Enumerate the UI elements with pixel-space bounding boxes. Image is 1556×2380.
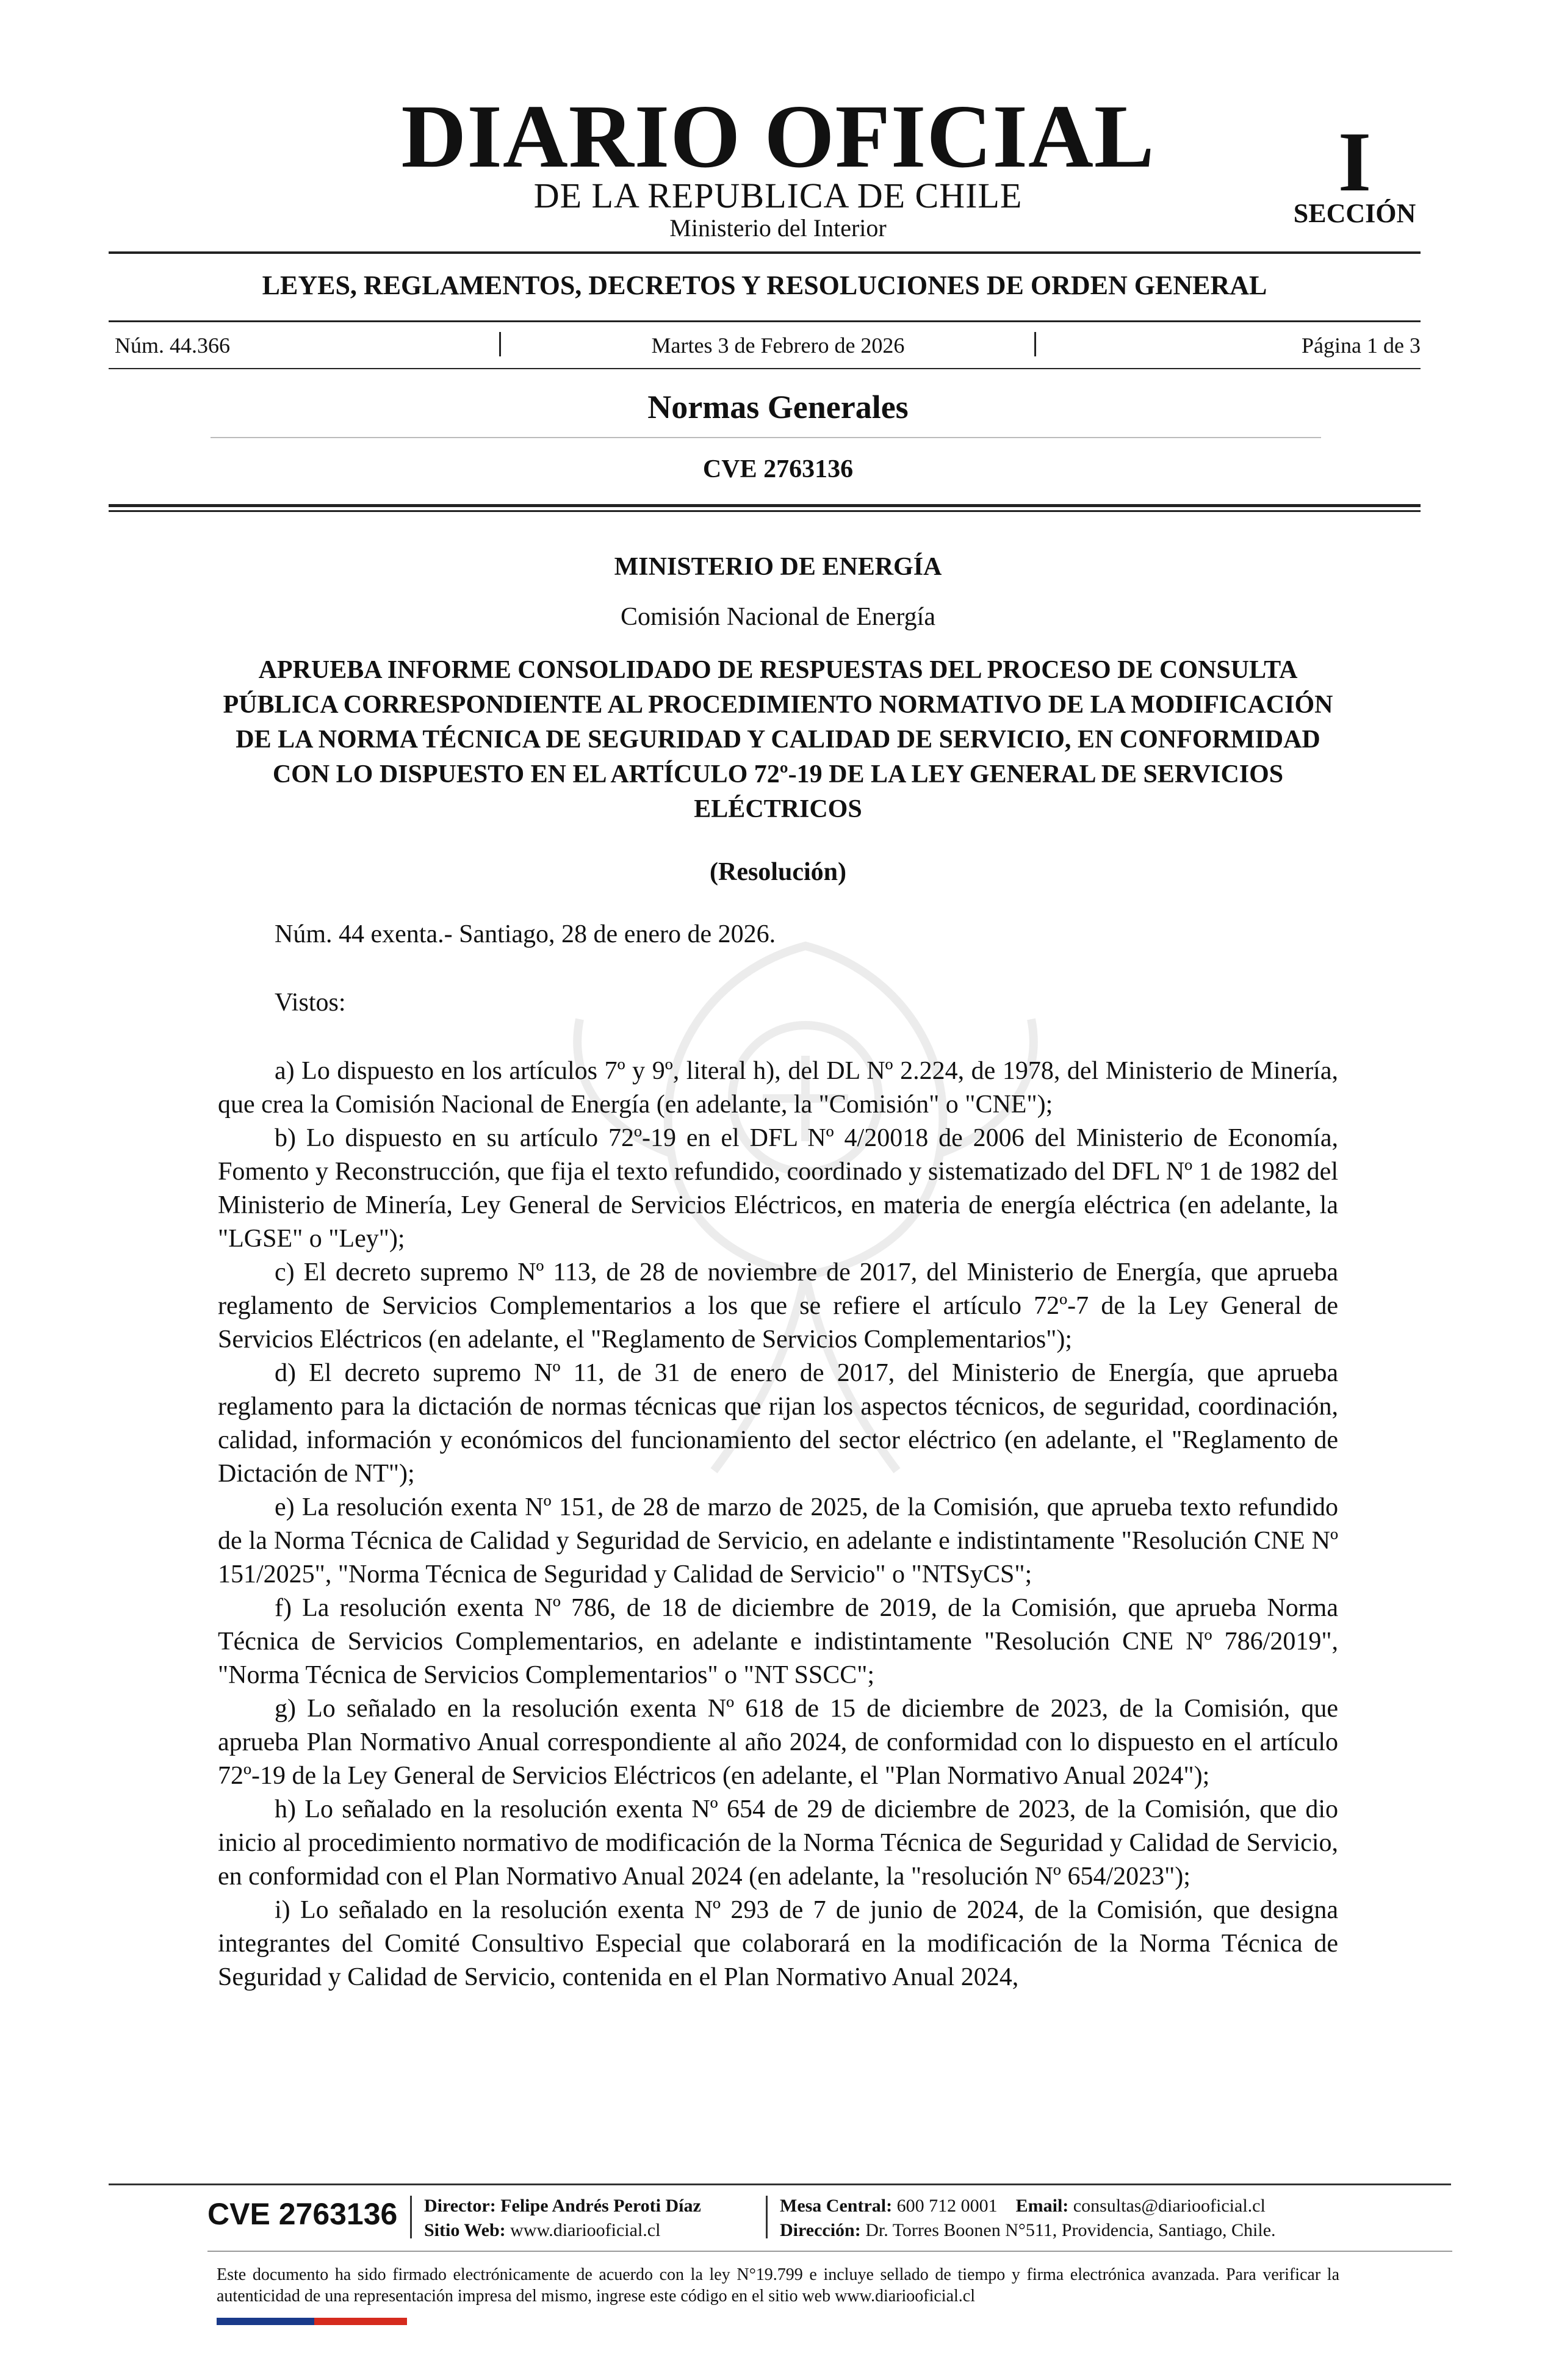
paragraph-g: g) Lo señalado en la resolución exenta Nº 618 de 15 de diciembre de 2023, de la Comisión, que aprueba Plan Normativo Anual correspondiente al año 2024, de conformidad con lo dispuesto en el artículo 72º-19 de la Ley General de Servicios Eléctricos (en adelante, el "Plan Normativo Anual 2024"); — [218, 1695, 1338, 1790]
issue-number: Núm. 44.366 — [115, 333, 230, 358]
paragraph-c: c) El decreto supremo Nº 113, de 28 de noviembre de 2017, del Ministerio de Energía, que aprueba reglamento de Servicios Complementarios a los que se refiere el artículo 72º-7 de la Ley General de Servicios Eléctricos (en adelante, el "Reglamento de Servicios Complementarios"); — [218, 1258, 1338, 1354]
masthead-title: DIARIO OFICIAL — [401, 87, 1155, 187]
document-title: APRUEBA INFORME CONSOLIDADO DE RESPUESTAS DEL PROCESO DE CONSULTA PÚBLICA CORRESPONDIENTE AL PROCEDIMIENTO NORMATIVO DE LA MODIFICACIÓN DE LA NORMA TÉCNICA DE SEGURIDAD Y CALIDAD DE SERVICIO, EN CONFORMIDAD CON LO DISPUESTO EN EL ARTÍCULO 72º-19 DE LA LEY GENERAL DE SERVICIOS ELÉCTRICOS — [223, 656, 1333, 823]
paragraph-d: d) El decreto supremo Nº 11, de 31 de enero de 2017, del Ministerio de Energía, que aprueba reglamento para la dictación de normas técnicas que rijan los aspectos técnicos, de seguridad, coordinación, calidad, información y económicos del funcionamiento del sector eléctrico (en adelante, el "Reglamento de Dictación de NT"); — [218, 1359, 1338, 1488]
vistos-heading: Vistos: — [275, 989, 346, 1017]
separator — [766, 2196, 768, 2238]
separator — [410, 2196, 412, 2238]
page-indicator: Página 1 de 3 — [1302, 333, 1421, 358]
document-body — [218, 1055, 1338, 1994]
masthead-band: LEYES, REGLAMENTOS, DECRETOS Y RESOLUCIONES DE ORDEN GENERAL — [262, 270, 1267, 300]
flag-stripe-red — [314, 2318, 407, 2325]
paragraph-e: e) La resolución exenta Nº 151, de 28 de marzo de 2025, de la Comisión, que aprueba texto refundido de la Norma Técnica de Calidad y Seguridad de Servicio, en adelante e indistintamente "Resolución CNE Nº 151/2025", "Norma Técnica de Seguridad y Calidad de Servicio" o "NTSyCS"; — [218, 1493, 1338, 1588]
footer-legal-notice: Este documento ha sido firmado electrónicamente de acuerdo con la ley N°19.799 e incluye sellado de tiempo y firma electrónica avanzada. Para verificar la autenticidad de una representación impresa del mismo, ingrese este código en el sitio web www.diariooficial.cl — [217, 2265, 1339, 2306]
resolution-number: Núm. 44 exenta.- Santiago, 28 de enero de 2026. — [275, 920, 776, 948]
paragraph-b: b) Lo dispuesto en su artículo 72º-19 en el DFL Nº 4/20018 de 2006 del Ministerio de Economía, Fomento y Reconstrucción, que fija el texto refundido, coordinado y sistematizado del DFL Nº 1 de 1982 del Ministerio de Minería, Ley General de Servicios Eléctricos, en materia de energía eléctrica (en adelante, la "LGSE" o "Ley"); — [218, 1124, 1338, 1253]
masthead-subtitle: DE LA REPUBLICA DE CHILE — [533, 176, 1023, 215]
paragraph-h: h) Lo señalado en la resolución exenta Nº 654 de 29 de diciembre de 2023, de la Comisión, que dio inicio al procedimiento normativo de modificación de la Norma Técnica de Seguridad y Calidad de Servicio, en conformidad con el Plan Normativo Anual 2024 (en adelante, la "resolución Nº 654/2023"); — [218, 1795, 1338, 1891]
section-label: SECCIÓN — [1293, 198, 1416, 228]
divider — [109, 510, 1421, 512]
footer-contact: Mesa Central: 600 712 0001 Email: consultas@diariooficial.cl — [780, 2196, 1266, 2216]
footer-address: Dirección: Dr. Torres Boonen N°511, Providencia, Santiago, Chile. — [780, 2220, 1276, 2240]
section-number: I — [1338, 115, 1372, 209]
footer-divider — [207, 2251, 1452, 2252]
divider — [211, 437, 1321, 438]
footer-website: Sitio Web: www.diariooficial.cl — [424, 2220, 661, 2240]
footer-cve-code: CVE 2763136 — [207, 2197, 398, 2231]
cve-code: CVE 2763136 — [702, 455, 854, 483]
divider — [109, 251, 1421, 254]
masthead-ministry: Ministerio del Interior — [669, 214, 887, 242]
flag-stripe-blue — [217, 2318, 314, 2325]
website-link[interactable]: www.diariooficial.cl — [510, 2220, 661, 2240]
separator — [1034, 332, 1036, 356]
email-link[interactable]: consultas@diariooficial.cl — [1073, 2196, 1266, 2216]
divider — [109, 368, 1421, 369]
footer-director: Director: Felipe Andrés Peroti Díaz — [424, 2196, 701, 2216]
divider — [109, 504, 1421, 507]
paragraph-f: f) La resolución exenta Nº 786, de 18 de diciembre de 2019, de la Comisión, que aprueba Norma Técnica de Servicios Complementarios, en adelante e indistintamente "Resolución CNE Nº 786/2019", "Norma Técnica de Servicios Complementarios" o "NT SSCC"; — [218, 1594, 1338, 1689]
paragraph-i: i) Lo señalado en la resolución exenta Nº 293 de 7 de junio de 2024, de la Comisión, que designa integrantes del Comité Consultivo Especial que colaborará en la modificación de la Norma Técnica de Seguridad y Calidad de Servicio, contenida en el Plan Normativo Anual 2024, — [218, 1896, 1338, 1991]
paragraph-a: a) Lo dispuesto en los artículos 7º y 9º, literal h), del DL Nº 2.224, de 1978, del Ministerio de Minería, que crea la Comisión Nacional de Energía (en adelante, la "Comisión" o "CNE"); — [218, 1057, 1338, 1119]
document-type: (Resolución) — [710, 858, 846, 886]
section-heading: Normas Generales — [647, 389, 909, 425]
document-ministry: MINISTERIO DE ENERGÍA — [614, 553, 942, 581]
divider — [109, 320, 1421, 322]
document-commission: Comisión Nacional de Energía — [621, 603, 935, 631]
issue-date: Martes 3 de Febrero de 2026 — [651, 333, 905, 358]
footer-divider — [109, 2183, 1451, 2185]
